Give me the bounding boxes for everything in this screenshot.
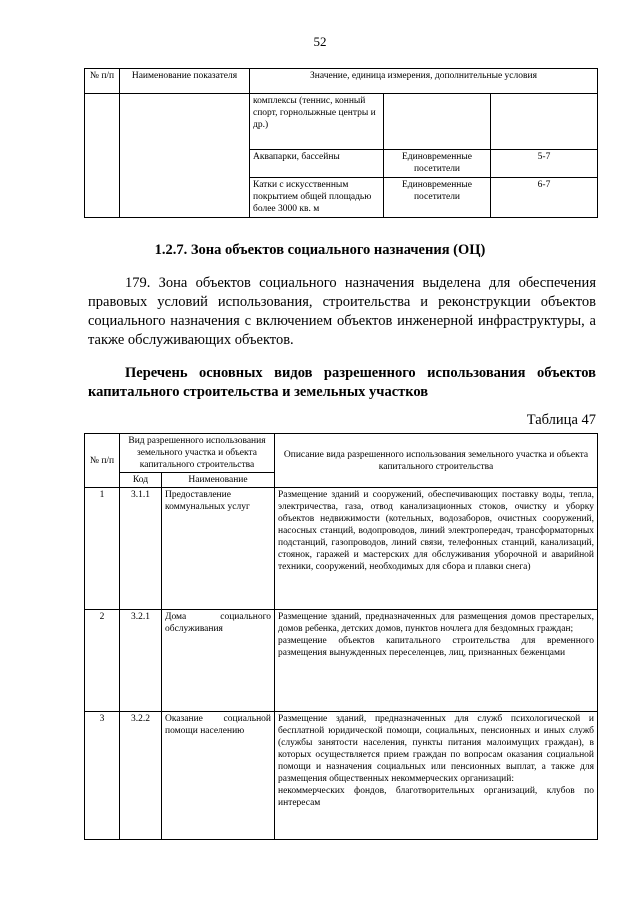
top-unit-cell: Единовременные посетители <box>384 150 491 178</box>
top-name-cell <box>120 94 250 218</box>
main-header-type-group: Вид разрешенного использования земельного участка и объекта капитального строительства <box>120 434 275 473</box>
row-code: 3.1.1 <box>120 488 162 610</box>
main-header-num: № п/п <box>85 434 120 488</box>
top-value-cell <box>491 94 598 150</box>
top-table <box>84 68 598 218</box>
row-code: 3.2.2 <box>120 712 162 840</box>
main-table <box>84 433 598 840</box>
row-num: 1 <box>85 488 120 610</box>
top-header-value: Значение, единица измерения, дополнительные условия <box>250 69 598 94</box>
row-description <box>275 712 598 840</box>
section-heading: 1.2.7. Зона объектов социального назначения (ОЦ) <box>154 242 486 258</box>
top-facility-cell: комплексы (теннис, конный спорт, горнолыжные центры и др.) <box>250 94 384 150</box>
row-num: 3 <box>85 712 120 840</box>
row-description: Размещение зданий и сооружений, обеспечивающих поставку воды, тепла, электричества, газа, отвод канализационных стоков, очистку и уборку объектов недвижимости (котельных, водозаборов, очистных сооружений, насосных станций, водопроводов, линий электропередач, трансформаторных подстанций, газопроводов, линий связи, телефонных станций, канализаций, стоянок, гаражей и мастерских для обслуживания уборочной и аварийной техники, сооружений, необходимых для сбора и плавки снега) <box>275 488 598 610</box>
row-description-part: Размещение зданий, предназначенных для служб психологической и бесплатной юридической помощи, социальных, пенсионных и иных служб (службы занятости населения, пункты питания малоимущих граждан), в которых осуществляется прием граждан по вопросам оказания социальной помощи и назначения социальных или пенсионных выплат, а также для размещения общественных некоммерческих организаций: <box>278 714 594 784</box>
top-num-cell <box>85 94 120 218</box>
top-table-row <box>85 94 598 150</box>
main-header-name: Наименование <box>162 473 275 488</box>
list-heading: Перечень основных видов разрешенного использования объектов капитального строительства и земельных участков <box>88 365 596 400</box>
top-facility-cell: Аквапарки, бассейны <box>250 150 384 178</box>
top-value-cell: 6-7 <box>491 178 598 218</box>
top-header-name: Наименование показателя <box>120 69 250 94</box>
top-header-num: № п/п <box>85 69 120 94</box>
paragraph-179: 179. Зона объектов социального назначения выделена для обеспечения правовых условий использования, строительства и реконструкции объектов социального назначения с включением объектов инженерной инфраструктуры, а также обслуживающих объектов. <box>88 275 596 348</box>
row-name: Предоставление коммунальных услуг <box>162 488 275 610</box>
table-label: Таблица 47 <box>526 412 596 428</box>
main-header-code: Код <box>120 473 162 488</box>
row-code: 3.2.1 <box>120 610 162 712</box>
row-num: 2 <box>85 610 120 712</box>
top-facility-cell: Катки с искусственным покрытием общей площадью более 3000 кв. м <box>250 178 384 218</box>
row-name: Оказание социальной помощи населению <box>162 712 275 840</box>
top-value-cell: 5-7 <box>491 150 598 178</box>
table-row <box>85 488 598 610</box>
table-row <box>85 712 598 840</box>
row-name: Дома социального обслуживания <box>162 610 275 712</box>
top-unit-cell: Единовременные посетители <box>384 178 491 218</box>
row-description <box>275 610 598 712</box>
table-row <box>85 610 598 712</box>
row-description-part: Размещение зданий, предназначенных для размещения домов престарелых, домов ребенка, детских домов, пунктов ночлега для бездомных граждан; <box>278 612 594 634</box>
main-header-description: Описание вида разрешенного использования земельного участка и объекта капитального строительства <box>275 434 598 488</box>
page-number: 52 <box>313 34 327 49</box>
top-unit-cell <box>384 94 491 150</box>
main-header-row <box>85 434 598 473</box>
row-description-part: некоммерческих фондов, благотворительных организаций, клубов по интересам <box>278 786 594 808</box>
row-description-part: размещение объектов капитального строительства для временного размещения вынужденных переселенцев, лиц, признанных беженцами <box>278 636 594 658</box>
top-table-header-row <box>85 69 598 94</box>
